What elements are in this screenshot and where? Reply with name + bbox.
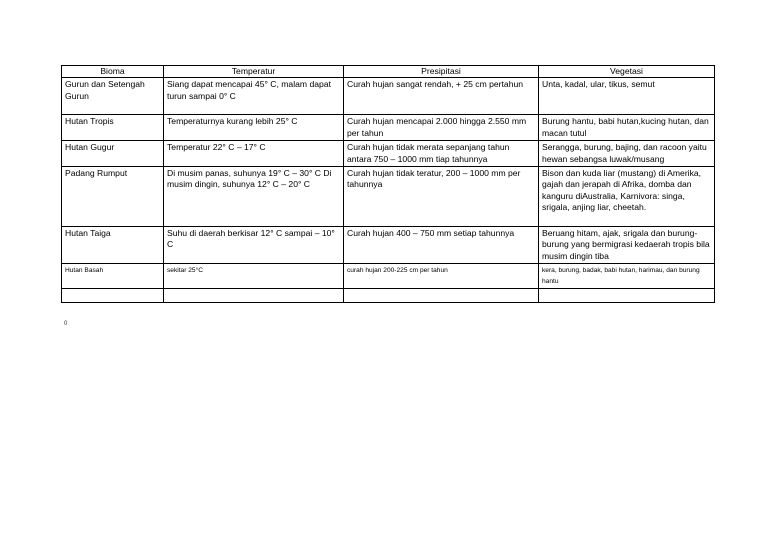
table-row bbox=[62, 78, 715, 115]
cell-presipitasi: Curah hujan 400 – 750 mm setiap tahunnya bbox=[344, 227, 539, 264]
cell-presipitasi: curah hujan 200-225 cm per tahun bbox=[344, 264, 539, 289]
cell-bioma: Gurun dan Setengah Gurun bbox=[62, 78, 164, 115]
cell-temperatur: sekitar 25°C bbox=[164, 264, 344, 289]
cell-vegetasi: Beruang hitam, ajak, srigala dan burung-burung yang bermigrasi kedaerah tropis bila musim dingin tiba bbox=[539, 227, 715, 264]
cell-temperatur: Siang dapat mencapai 45° C, malam dapat turun sampai 0° C bbox=[164, 78, 344, 115]
header-vegetasi: Vegetasi bbox=[539, 66, 715, 78]
cell-bioma: Hutan Gugur bbox=[62, 141, 164, 167]
cell-temperatur: Temperaturnya kurang lebih 25° C bbox=[164, 115, 344, 141]
cell-bioma: Hutan Tropis bbox=[62, 115, 164, 141]
cell-temperatur bbox=[164, 289, 344, 303]
cell-vegetasi: kera, burung, badak, babi hutan, harimau, dan burung hantu bbox=[539, 264, 715, 289]
cell-presipitasi bbox=[344, 289, 539, 303]
cell-bioma: Padang Rumput bbox=[62, 167, 164, 227]
cell-temperatur: Suhu di daerah berkisar 12° C sampai – 10° C bbox=[164, 227, 344, 264]
cell-presipitasi: Curah hujan tidak merata sepanjang tahun antara 750 – 1000 mm tiap tahunnya bbox=[344, 141, 539, 167]
cell-vegetasi: Unta, kadal, ular, tikus, semut bbox=[539, 78, 715, 115]
table-row bbox=[62, 115, 715, 141]
header-bioma: Bioma bbox=[62, 66, 164, 78]
cell-bioma bbox=[62, 289, 164, 303]
header-temperatur: Temperatur bbox=[164, 66, 344, 78]
header-presipitasi: Presipitasi bbox=[344, 66, 539, 78]
table-row bbox=[62, 227, 715, 264]
table-row bbox=[62, 141, 715, 167]
footnote-mark: 0 bbox=[64, 321, 68, 327]
table-header-row bbox=[62, 66, 715, 78]
cell-temperatur: Di musim panas, suhunya 19° C – 30° C Di musim dingin, suhunya 12° C – 20° C bbox=[164, 167, 344, 227]
biome-table bbox=[61, 65, 715, 303]
cell-vegetasi: Bison dan kuda liar (mustang) di Amerika, gajah dan jerapah di Afrika, domba dan kanguru diAustralia, Karnivora: singa, srigala, anjing liar, cheetah. bbox=[539, 167, 715, 227]
table-row bbox=[62, 167, 715, 227]
cell-presipitasi: Curah hujan tidak teratur, 200 – 1000 mm per tahunnya bbox=[344, 167, 539, 227]
cell-bioma: Hutan Taiga bbox=[62, 227, 164, 264]
cell-vegetasi: Burung hantu, babi hutan,kucing hutan, dan macan tutul bbox=[539, 115, 715, 141]
cell-vegetasi bbox=[539, 289, 715, 303]
cell-temperatur: Temperatur 22° C – 17° C bbox=[164, 141, 344, 167]
cell-presipitasi: Curah hujan sangat rendah, + 25 cm pertahun bbox=[344, 78, 539, 115]
cell-vegetasi: Serangga, burung, bajing, dan racoon yaitu hewan sebangsa luwak/musang bbox=[539, 141, 715, 167]
cell-bioma: Hutan Basah bbox=[62, 264, 164, 289]
table-row bbox=[62, 289, 715, 303]
table-row bbox=[62, 264, 715, 289]
cell-presipitasi: Curah hujan mencapai 2.000 hingga 2.550 mm per tahun bbox=[344, 115, 539, 141]
